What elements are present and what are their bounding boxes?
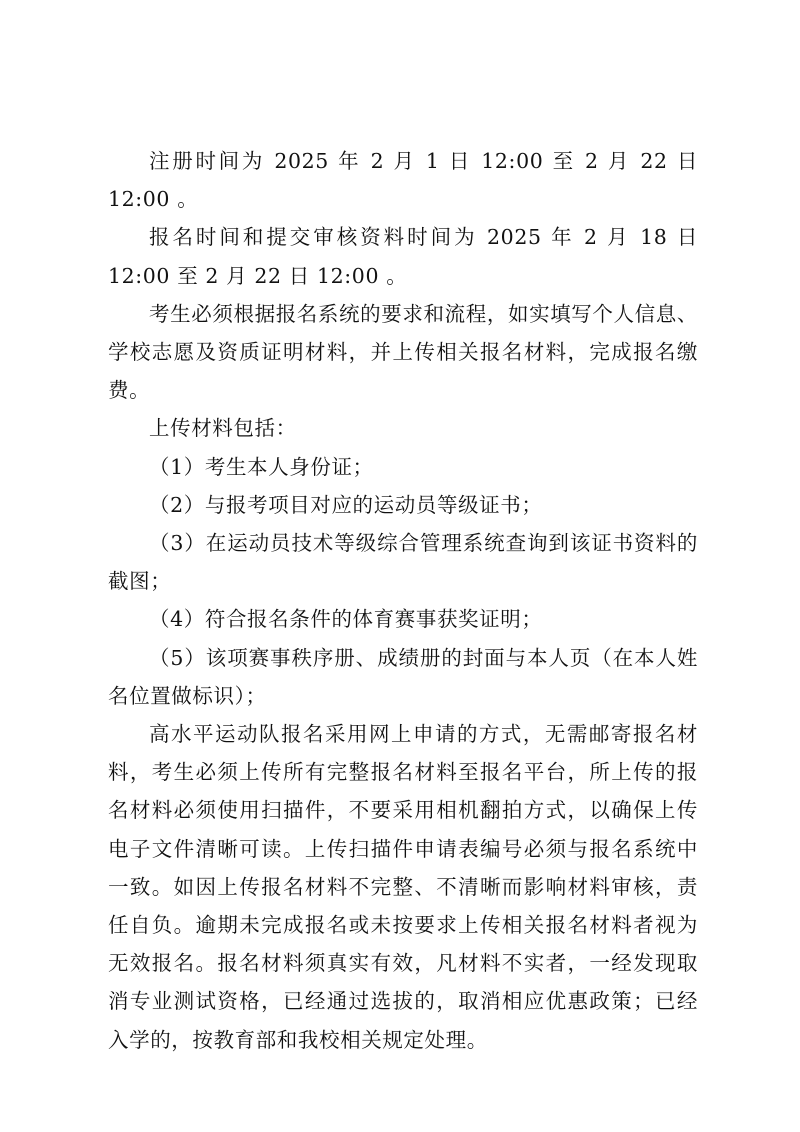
paragraph-materials-heading: 上传材料包括： [149, 416, 297, 441]
list-item-athlete-certificate: （2）与报考项目对应的运动员等级证书； [149, 492, 543, 517]
list-item-certificate-screenshot: （3）在运动员技术等级综合管理系统查询到该证书资料的截图； [108, 531, 698, 594]
list-item-id-card: （1）考生本人身份证； [149, 454, 374, 479]
document-body [108, 142, 698, 1059]
paragraph-application-time: 报名时间和提交审核资料时间为 2025 年 2 月 18 日 12:00 至 2 月 22 日 12:00 。 [108, 225, 698, 288]
paragraph-online-application: 高水平运动队报名采用网上申请的方式，无需邮寄报名材料，考生必须上传所有完整报名材料至报名平台，所上传的报名材料必须使用扫描件，不要采用相机翻拍方式，以确保上传电子文件清晰可读。上传扫描件申请表编号必须与报名系统中一致。如因上传报名材料不完整、不清晰而影响材料审核，责任自负。逾期未完成报名或未按要求上传相关报名材料者视为无效报名。报名材料须真实有效，凡材料不实者，一经发现取消专业测试资格，已经通过选拔的，取消相应优惠政策；已经入学的，按教育部和我校相关规定处理。 [108, 722, 698, 1052]
paragraph-registration-time: 注册时间为 2025 年 2 月 1 日 12:00 至 2 月 22 日 12:00 。 [108, 149, 698, 212]
list-item-award-proof: （4）符合报名条件的体育赛事获奖证明； [149, 607, 543, 632]
list-item-program-booklet: （5）该项赛事秩序册、成绩册的封面与本人页（在本人姓名位置做标识）； [108, 645, 698, 708]
paragraph-requirements: 考生必须根据报名系统的要求和流程，如实填写个人信息、学校志愿及资质证明材料，并上传相关报名材料，完成报名缴费。 [108, 301, 698, 403]
